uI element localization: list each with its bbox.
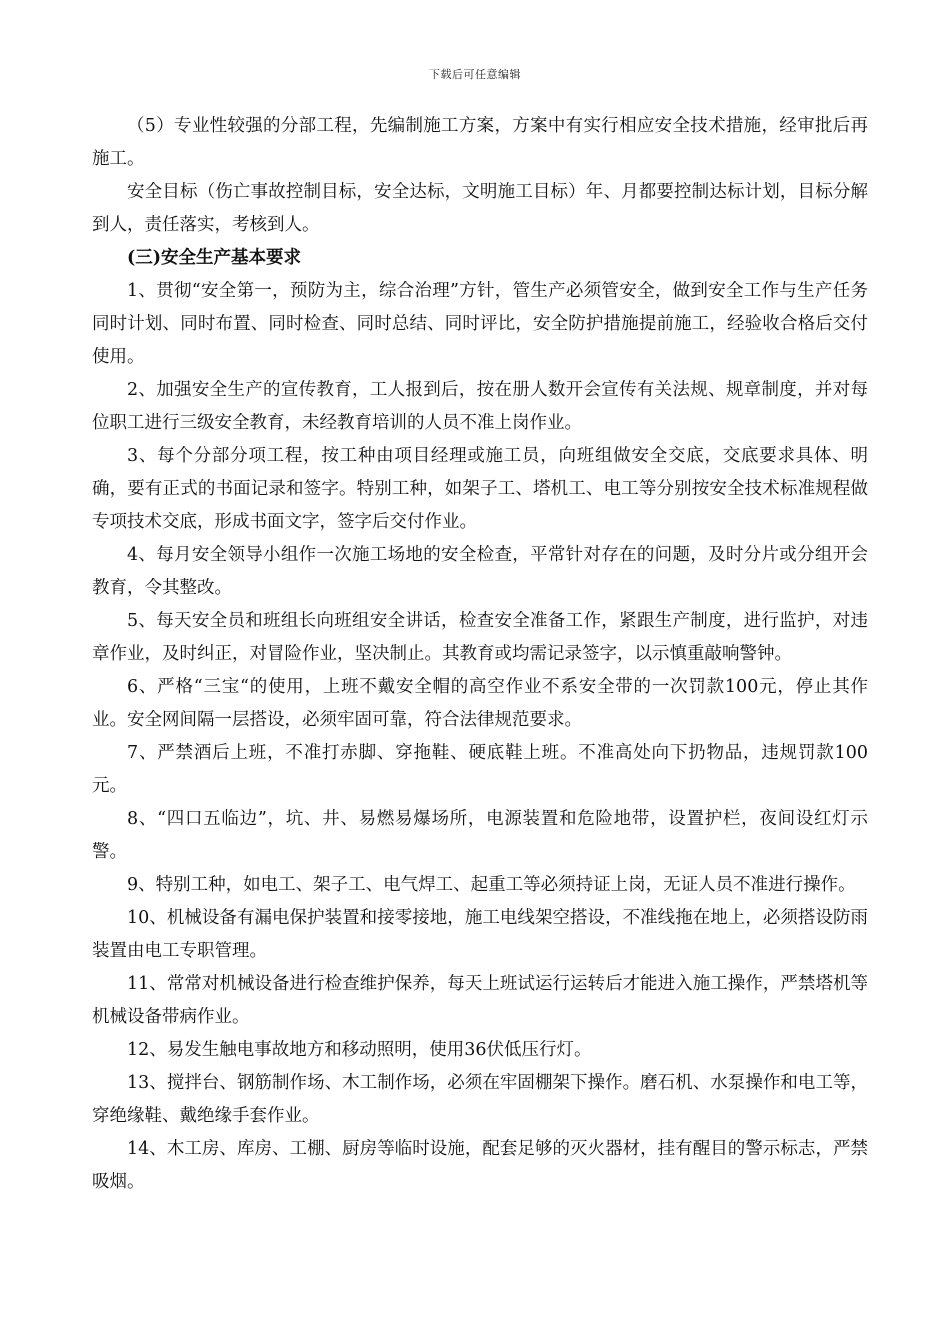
list-item: 10、机械设备有漏电保护装置和接零接地，施工电线架空搭设，不准线拖在地上，必须搭设防雨装置由电工专职管理。	[92, 908, 868, 961]
list-item: 6、严格“三宝“的使用，上班不戴安全帽的高空作业不系安全带的一次罚款100元，停止其作业。安全网间隔一层搭设，必须牢固可靠，符合法律规范要求。	[92, 677, 868, 730]
list-item: 2、加强安全生产的宣传教育，工人报到后，按在册人数开会宣传有关法规、规章制度，并对每位职工进行三级安全教育，未经教育培训的人员不准上岗作业。	[92, 380, 868, 433]
document-body	[92, 110, 868, 1199]
list-item: 1、贯彻“安全第一，预防为主，综合治理”方针，管生产必须管安全，做到安全工作与生产任务同时计划、同时布置、同时检查、同时总结、同时评比，安全防护措施提前施工，经验收合格后交付使用。	[92, 281, 868, 367]
list-item: 3、每个分部分项工程，按工种由项目经理或施工员，向班组做安全交底，交底要求具体、明确，要有正式的书面记录和签字。特别工种，如架子工、塔机工、电工等分别按安全技术标准规程做专项技术交底，形成书面文字，签字后交付作业。	[92, 446, 868, 532]
list-item: 12、易发生触电事故地方和移动照明，使用36伏低压行灯。	[127, 1040, 592, 1060]
list-item: 13、搅拌台、钢筋制作场、木工制作场，必须在牢固棚架下操作。磨石机、水泵操作和电工等，穿绝缘鞋、戴绝缘手套作业。	[92, 1073, 868, 1126]
list-item: 5、每天安全员和班组长向班组安全讲话，检查安全准备工作，紧跟生产制度，进行监护，对违章作业，及时纠正，对冒险作业，坚决制止。其教育或均需记录签字，以示慎重敲响警钟。	[92, 611, 868, 664]
list-item: 9、特别工种，如电工、架子工、电气焊工、起重工等必须持证上岗，无证人员不准进行操作。	[127, 875, 856, 895]
paragraph-intro-2: 安全目标（伤亡事故控制目标，安全达标，文明施工目标）年、月都要控制达标计划，目标分解到人，责任落实，考核到人。	[92, 182, 868, 235]
list-item: 8、“四口五临边”，坑、井、易燃易爆场所，电源装置和危险地带，设置护栏，夜间设红灯示警。	[92, 809, 868, 862]
list-item: 11、常常对机械设备进行检查维护保养，每天上班试运行运转后才能进入施工操作，严禁塔机等机械设备带病作业。	[92, 974, 868, 1027]
paragraph-intro-1: （5）专业性较强的分部工程，先编制施工方案，方案中有实行相应安全技术措施，经审批后再施工。	[92, 116, 868, 169]
list-item: 4、每月安全领导小组作一次施工场地的安全检查，平常针对存在的问题，及时分片或分组开会教育，令其整改。	[92, 545, 868, 598]
list-item: 7、严禁酒后上班，不准打赤脚、穿拖鞋、硬底鞋上班。不准高处向下扔物品，违规罚款100元。	[92, 743, 868, 796]
page-header: 下载后可任意编辑	[429, 68, 521, 81]
list-item: 14、木工房、库房、工棚、厨房等临时设施，配套足够的灭火器材，挂有醒目的警示标志，严禁吸烟。	[92, 1139, 868, 1192]
section-heading: (三)安全生产基本要求	[127, 248, 302, 268]
